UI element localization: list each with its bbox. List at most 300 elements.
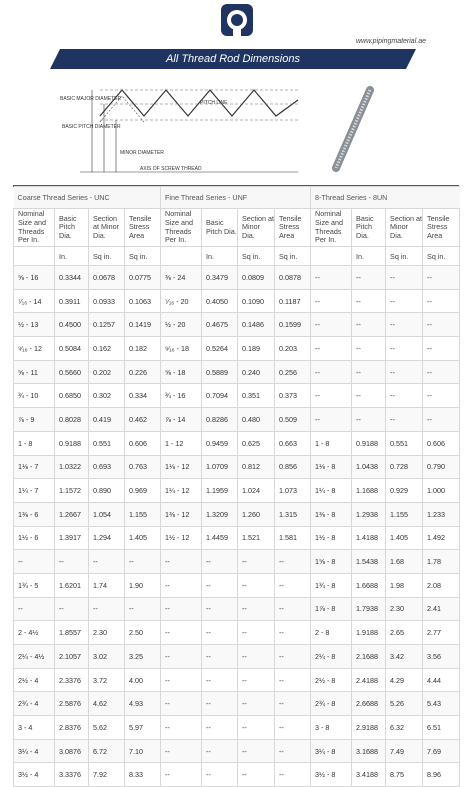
table-cell: 3.56: [423, 645, 460, 669]
table-cell: 1.98: [386, 573, 423, 597]
table-cell: 0.0933: [89, 289, 125, 313]
table-cell: --: [275, 716, 311, 740]
table-cell: 0.3911: [55, 289, 89, 313]
unit-cell: Sq in.: [125, 247, 161, 266]
table-cell: 0.3344: [55, 266, 89, 290]
table-cell: 7.10: [125, 739, 161, 763]
table-cell: --: [238, 550, 275, 574]
table-cell: 0.351: [238, 384, 275, 408]
table-cell: 0.5660: [55, 360, 89, 384]
table-cell: --: [14, 550, 55, 574]
table-cell: --: [89, 550, 125, 574]
table-cell: --: [386, 266, 423, 290]
table-cell: --: [238, 668, 275, 692]
table-cell: 4.62: [89, 692, 125, 716]
table-cell: 1.2938: [352, 502, 386, 526]
table-cell: --: [311, 384, 352, 408]
table-cell: 3.42: [386, 645, 423, 669]
table-cell: ¾ - 16: [161, 384, 202, 408]
table-cell: 0.551: [386, 431, 423, 455]
table-cell: 1.1959: [202, 479, 238, 503]
table-cell: 1 - 8: [311, 431, 352, 455]
table-cell: 1.2667: [55, 502, 89, 526]
table-cell: 1⅛ - 12: [161, 455, 202, 479]
table-cell: --: [423, 313, 460, 337]
series-8un-label: 8-Thread Series - 8UN: [311, 187, 460, 209]
table-cell: 0.419: [89, 408, 125, 432]
table-cell: --: [386, 384, 423, 408]
table-cell: --: [161, 763, 202, 787]
table-cell: 6.72: [89, 739, 125, 763]
unit-cell: Sq in.: [89, 247, 125, 266]
col-header-tensile-stress: Tensile Stress Area: [275, 209, 311, 247]
table-cell: 0.929: [386, 479, 423, 503]
table-cell: 0.4675: [202, 313, 238, 337]
table-cell: 1.4459: [202, 526, 238, 550]
label-pitch-line: PITCH LINE: [200, 100, 228, 106]
table-cell: ⅝ - 16: [14, 266, 55, 290]
table-cell: 0.509: [275, 408, 311, 432]
table-cell: ⁹⁄₁₆ - 18: [161, 337, 202, 361]
table-cell: --: [238, 692, 275, 716]
table-cell: 3.0876: [55, 739, 89, 763]
table-cell: 6.32: [386, 716, 423, 740]
table-cell: 2.08: [423, 573, 460, 597]
table-cell: 0.0678: [89, 266, 125, 290]
table-cell: 1.3209: [202, 502, 238, 526]
table-cell: 1.1572: [55, 479, 89, 503]
table-cell: --: [55, 597, 89, 621]
table-cell: --: [161, 645, 202, 669]
table-cell: 2.6688: [352, 692, 386, 716]
table-cell: --: [423, 337, 460, 361]
table-cell: --: [202, 621, 238, 645]
label-axis-of-screw-thread: AXIS OF SCREW THREAD: [140, 166, 202, 172]
table-cell: 1¾ - 5: [14, 573, 55, 597]
table-cell: 1.260: [238, 502, 275, 526]
table-cell: 1.233: [423, 502, 460, 526]
table-row: [14, 668, 460, 692]
table-cell: 3½ - 4: [14, 763, 55, 787]
table-cell: --: [161, 550, 202, 574]
table-cell: 7.49: [386, 739, 423, 763]
table-cell: 0.302: [89, 384, 125, 408]
label-basic-pitch-diameter: BASIC PITCH DIAMETER: [62, 124, 121, 130]
table-cell: 0.0775: [125, 266, 161, 290]
table-row: [14, 692, 460, 716]
table-cell: 1.581: [275, 526, 311, 550]
table-cell: 4.44: [423, 668, 460, 692]
table-cell: --: [275, 597, 311, 621]
table-cell: --: [202, 716, 238, 740]
table-cell: --: [311, 360, 352, 384]
table-cell: 1¾ - 8: [311, 573, 352, 597]
table-cell: 0.1090: [238, 289, 275, 313]
table-cell: 0.606: [125, 431, 161, 455]
table-cell: --: [386, 337, 423, 361]
table-cell: 0.256: [275, 360, 311, 384]
table-cell: 1.1688: [352, 479, 386, 503]
table-cell: --: [161, 573, 202, 597]
table-cell: 2.65: [386, 621, 423, 645]
table-cell: 0.462: [125, 408, 161, 432]
label-minor-diameter: MINOR DIAMETER: [120, 150, 164, 156]
table-cell: 1.155: [125, 502, 161, 526]
table-cell: 2¾ - 4: [14, 692, 55, 716]
table-cell: 0.551: [89, 431, 125, 455]
table-cell: 1.8557: [55, 621, 89, 645]
table-row: [14, 502, 460, 526]
table-cell: --: [202, 597, 238, 621]
table-cell: 3¼ - 8: [311, 739, 352, 763]
table-cell: 1.024: [238, 479, 275, 503]
unit-cell: In.: [352, 247, 386, 266]
table-cell: 1¼ - 12: [161, 479, 202, 503]
table-cell: --: [423, 289, 460, 313]
table-cell: --: [352, 313, 386, 337]
table-cell: ⁷⁄₁₆ - 20: [161, 289, 202, 313]
table-row: [14, 360, 460, 384]
unit-cell: [161, 247, 202, 266]
company-logo-icon: [219, 2, 255, 38]
table-cell: --: [423, 266, 460, 290]
table-row: [14, 526, 460, 550]
table-row: [14, 289, 460, 313]
table-cell: --: [386, 289, 423, 313]
table-cell: 0.7094: [202, 384, 238, 408]
table-cell: 5.97: [125, 716, 161, 740]
table-cell: ½ - 13: [14, 313, 55, 337]
table-cell: 0.728: [386, 455, 423, 479]
table-cell: 3 - 4: [14, 716, 55, 740]
table-cell: 0.373: [275, 384, 311, 408]
label-basic-major-diameter: BASIC MAJOR DIAMETER: [60, 96, 122, 102]
table-cell: --: [161, 668, 202, 692]
table-row: [14, 597, 460, 621]
table-cell: --: [89, 597, 125, 621]
table-cell: 1⅞ - 8: [311, 597, 352, 621]
table-cell: --: [275, 645, 311, 669]
table-cell: 1.6201: [55, 573, 89, 597]
table-row: [14, 550, 460, 574]
table-cell: 2 - 8: [311, 621, 352, 645]
table-cell: 0.0809: [238, 266, 275, 290]
table-cell: 0.4050: [202, 289, 238, 313]
table-row: [14, 337, 460, 361]
table-cell: 2.30: [386, 597, 423, 621]
table-cell: 0.5889: [202, 360, 238, 384]
table-cell: --: [161, 597, 202, 621]
table-cell: 6.51: [423, 716, 460, 740]
table-cell: 2.9188: [352, 716, 386, 740]
table-cell: 0.1599: [275, 313, 311, 337]
site-url: www.pipingmaterial.ae: [355, 38, 426, 45]
table-cell: 0.9188: [55, 431, 89, 455]
table-cell: --: [311, 289, 352, 313]
table-cell: 5.62: [89, 716, 125, 740]
table-cell: 0.202: [89, 360, 125, 384]
table-row: [14, 384, 460, 408]
col-header-nominal-size: Nominal Size and Threads Per In.: [311, 209, 352, 247]
table-cell: 3.02: [89, 645, 125, 669]
table-cell: 2.41: [423, 597, 460, 621]
table-cell: 7.92: [89, 763, 125, 787]
table-cell: 2.8376: [55, 716, 89, 740]
table-cell: 2¼ - 8: [311, 645, 352, 669]
table-cell: 3 - 8: [311, 716, 352, 740]
unit-cell: [14, 247, 55, 266]
table-cell: 1.294: [89, 526, 125, 550]
col-header-section-minor: Section at Minor Dia.: [238, 209, 275, 247]
table-cell: 1.78: [423, 550, 460, 574]
table-cell: 0.3479: [202, 266, 238, 290]
table-cell: --: [238, 716, 275, 740]
table-cell: --: [161, 716, 202, 740]
unit-cell: [311, 247, 352, 266]
table-cell: 1⅝ - 8: [311, 550, 352, 574]
table-cell: --: [352, 266, 386, 290]
table-row: [14, 645, 460, 669]
table-cell: 0.1187: [275, 289, 311, 313]
table-cell: --: [161, 739, 202, 763]
table-cell: --: [238, 621, 275, 645]
col-header-basic-pitch: Basic Pitch Dia.: [55, 209, 89, 247]
col-header-basic-pitch: Basic Pitch Dia.: [352, 209, 386, 247]
table-cell: 1⅜ - 12: [161, 502, 202, 526]
table-cell: --: [238, 739, 275, 763]
table-cell: --: [352, 360, 386, 384]
table-cell: 1½ - 8: [311, 526, 352, 550]
table-cell: 0.1419: [125, 313, 161, 337]
table-cell: 0.812: [238, 455, 275, 479]
table-cell: 2.77: [423, 621, 460, 645]
table-cell: 0.8286: [202, 408, 238, 432]
table-cell: 4.00: [125, 668, 161, 692]
table-cell: 1.9188: [352, 621, 386, 645]
table-cell: --: [275, 739, 311, 763]
table-cell: 0.693: [89, 455, 125, 479]
table-cell: --: [386, 360, 423, 384]
table-cell: 5.26: [386, 692, 423, 716]
table-cell: 2.4188: [352, 668, 386, 692]
unit-cell: Sq in.: [275, 247, 311, 266]
table-cell: ⁹⁄₁₆ - 12: [14, 337, 55, 361]
table-cell: 4.29: [386, 668, 423, 692]
series-header-row: [14, 187, 460, 209]
table-cell: --: [423, 384, 460, 408]
table-cell: --: [352, 289, 386, 313]
table-cell: ½ - 20: [161, 313, 202, 337]
table-row: [14, 479, 460, 503]
series-unf-label: Fine Thread Series - UNF: [161, 187, 311, 209]
table-cell: --: [352, 384, 386, 408]
table-cell: --: [275, 692, 311, 716]
table-cell: 1½ - 6: [14, 526, 55, 550]
unit-cell: Sq in.: [386, 247, 423, 266]
table-cell: 0.625: [238, 431, 275, 455]
table-cell: --: [386, 408, 423, 432]
table-cell: --: [202, 645, 238, 669]
table-cell: 0.890: [89, 479, 125, 503]
table-cell: 1 - 8: [14, 431, 55, 455]
table-cell: 0.203: [275, 337, 311, 361]
table-cell: 3¼ - 4: [14, 739, 55, 763]
table-cell: 0.334: [125, 384, 161, 408]
table-cell: 2 - 4½: [14, 621, 55, 645]
table-cell: --: [386, 313, 423, 337]
table-cell: 0.5084: [55, 337, 89, 361]
page-header: [0, 0, 474, 78]
table-cell: 0.0878: [275, 266, 311, 290]
table-row: [14, 266, 460, 290]
table-cell: --: [202, 692, 238, 716]
table-cell: --: [238, 645, 275, 669]
col-header-nominal-size: Nominal Size and Threads Per In.: [161, 209, 202, 247]
threaded-rod-image: [330, 86, 374, 172]
table-cell: 8.33: [125, 763, 161, 787]
table-cell: --: [275, 550, 311, 574]
table-cell: 1.7938: [352, 597, 386, 621]
table-cell: 0.9459: [202, 431, 238, 455]
table-cell: 3½ - 8: [311, 763, 352, 787]
table-cell: --: [238, 763, 275, 787]
table-cell: --: [423, 360, 460, 384]
table-cell: 1.3917: [55, 526, 89, 550]
table-cell: ⅞ - 14: [161, 408, 202, 432]
table-cell: --: [202, 573, 238, 597]
thread-diagram: [60, 80, 310, 180]
col-header-section-minor: Section at Minor Dia.: [89, 209, 125, 247]
table-cell: 2½ - 4: [14, 668, 55, 692]
table-cell: --: [275, 668, 311, 692]
table-cell: 1.0438: [352, 455, 386, 479]
table-cell: 0.8028: [55, 408, 89, 432]
table-row: [14, 313, 460, 337]
table-cell: 0.856: [275, 455, 311, 479]
unit-cell: Sq in.: [423, 247, 460, 266]
table-cell: 3.25: [125, 645, 161, 669]
table-cell: 1.90: [125, 573, 161, 597]
table-cell: 1½ - 12: [161, 526, 202, 550]
table-cell: --: [238, 573, 275, 597]
table-cell: --: [275, 573, 311, 597]
table-cell: --: [352, 337, 386, 361]
table-cell: 0.5264: [202, 337, 238, 361]
table-cell: 1⅜ - 8: [311, 502, 352, 526]
units-row: [14, 247, 460, 266]
table-row: [14, 621, 460, 645]
table-cell: 2.1688: [352, 645, 386, 669]
table-cell: 3.3376: [55, 763, 89, 787]
table-cell: 2.1057: [55, 645, 89, 669]
table-cell: 0.1486: [238, 313, 275, 337]
table-cell: ⁷⁄₁₆ - 14: [14, 289, 55, 313]
table-cell: ⅞ - 9: [14, 408, 55, 432]
table-cell: 0.9188: [352, 431, 386, 455]
series-unc-label: Coarse Thread Series - UNC: [14, 187, 161, 209]
table-cell: 1.5438: [352, 550, 386, 574]
table-cell: --: [161, 692, 202, 716]
table-cell: 0.162: [89, 337, 125, 361]
col-header-basic-pitch: Basic Pitch Dia.: [202, 209, 238, 247]
table-cell: 3.1688: [352, 739, 386, 763]
table-cell: --: [275, 621, 311, 645]
table-cell: 1.492: [423, 526, 460, 550]
table-cell: --: [275, 763, 311, 787]
table-cell: 0.763: [125, 455, 161, 479]
table-row: [14, 716, 460, 740]
table-cell: 1⅛ - 7: [14, 455, 55, 479]
unit-cell: In.: [202, 247, 238, 266]
table-cell: ⅝ - 18: [161, 360, 202, 384]
table-cell: 1¼ - 7: [14, 479, 55, 503]
table-cell: 0.1063: [125, 289, 161, 313]
column-header-row: [14, 209, 460, 247]
table-cell: 1⅛ - 8: [311, 455, 352, 479]
table-cell: 1.315: [275, 502, 311, 526]
col-header-section-minor: Section at Minor Dia.: [386, 209, 423, 247]
unit-cell: Sq in.: [238, 247, 275, 266]
table-cell: --: [311, 408, 352, 432]
table-cell: 2.3376: [55, 668, 89, 692]
table-cell: 1.000: [423, 479, 460, 503]
table-cell: 8.75: [386, 763, 423, 787]
table-cell: 0.480: [238, 408, 275, 432]
table-cell: 2½ - 8: [311, 668, 352, 692]
table-cell: --: [423, 408, 460, 432]
table-cell: 0.240: [238, 360, 275, 384]
table-cell: --: [14, 597, 55, 621]
table-row: [14, 408, 460, 432]
table-cell: 4.93: [125, 692, 161, 716]
unit-cell: In.: [55, 247, 89, 266]
table-cell: 1.0322: [55, 455, 89, 479]
table-cell: 0.189: [238, 337, 275, 361]
table-cell: 0.4500: [55, 313, 89, 337]
table-cell: 1.405: [386, 526, 423, 550]
table-cell: --: [311, 266, 352, 290]
table-cell: --: [125, 550, 161, 574]
table-cell: 8.96: [423, 763, 460, 787]
table-cell: --: [352, 408, 386, 432]
table-cell: 1.68: [386, 550, 423, 574]
table-cell: 3.4188: [352, 763, 386, 787]
table-cell: 0.1257: [89, 313, 125, 337]
table-cell: 2.50: [125, 621, 161, 645]
table-cell: 1.4188: [352, 526, 386, 550]
table-cell: 1.74: [89, 573, 125, 597]
table-row: [14, 431, 460, 455]
dimensions-table-wrapper: [13, 186, 459, 787]
table-cell: 1.405: [125, 526, 161, 550]
table-cell: --: [202, 763, 238, 787]
table-cell: --: [161, 621, 202, 645]
table-cell: 0.606: [423, 431, 460, 455]
table-cell: 1.054: [89, 502, 125, 526]
table-cell: 0.790: [423, 455, 460, 479]
table-cell: 1.0709: [202, 455, 238, 479]
table-cell: 0.663: [275, 431, 311, 455]
page-title: All Thread Rod Dimensions: [166, 53, 300, 65]
table-cell: --: [311, 313, 352, 337]
table-row: [14, 573, 460, 597]
table-cell: ⅝ - 11: [14, 360, 55, 384]
table-cell: 2.5876: [55, 692, 89, 716]
table-cell: 5.43: [423, 692, 460, 716]
table-row: [14, 763, 460, 787]
table-cell: --: [238, 597, 275, 621]
table-cell: ¾ - 10: [14, 384, 55, 408]
